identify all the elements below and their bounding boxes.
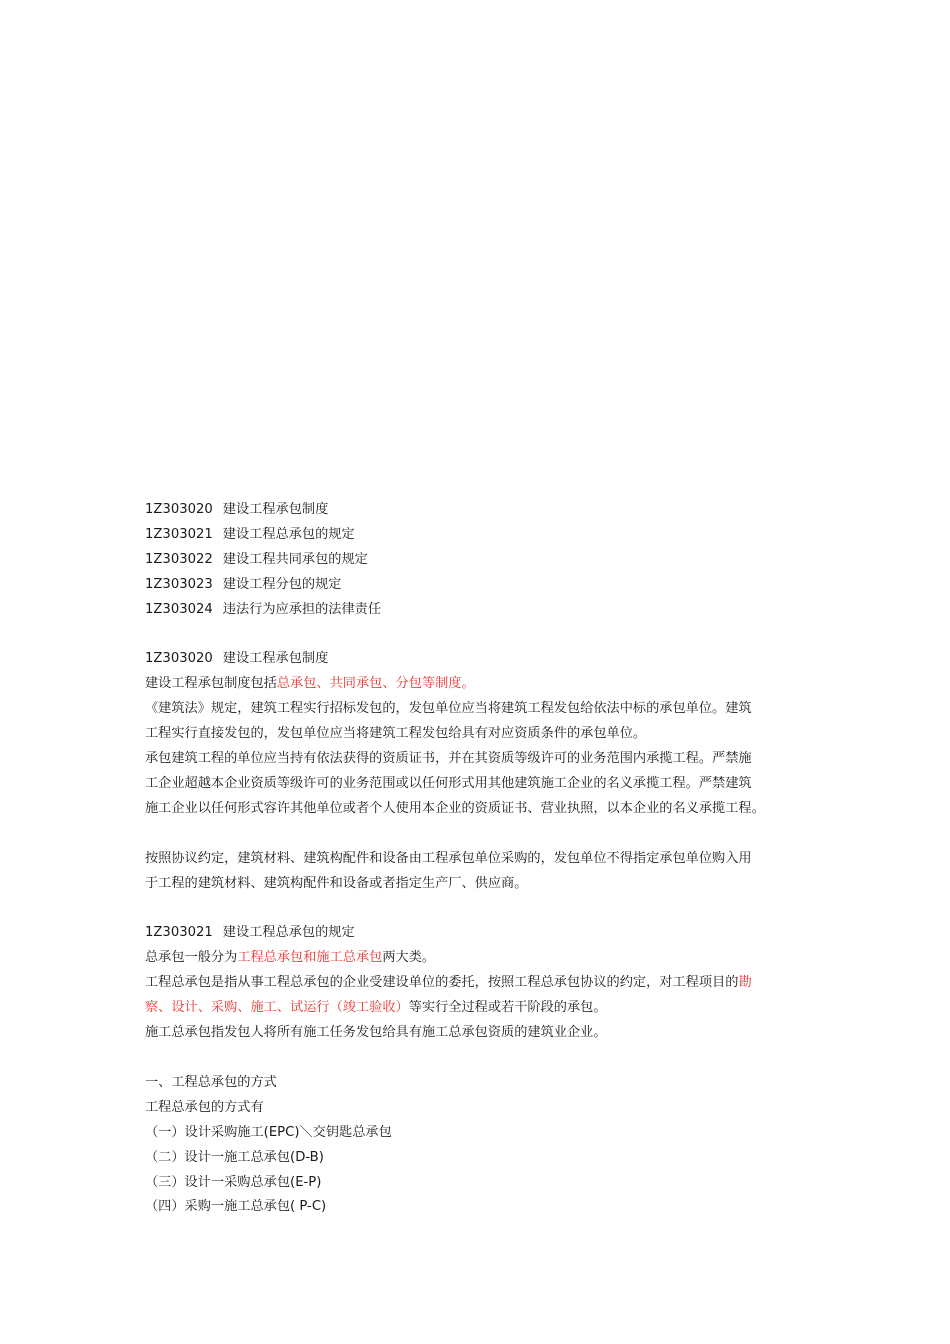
section-heading: [145, 647, 825, 672]
document-page: [145, 498, 825, 1220]
toc-item-title: 建设工程共同承包的规定: [222, 551, 368, 567]
spacer: [145, 897, 825, 922]
paragraph-line: [145, 996, 825, 1021]
section-title: 建设工程总承包的规定: [222, 925, 355, 941]
toc-item-code: 1Z303023: [145, 576, 213, 592]
paragraph-line: 工企业超越本企业资质等级许可的业务范围或以任何形式用其他建筑施工企业的名义承揽工程。严禁建筑: [145, 775, 752, 791]
paragraph-line: 施工企业以任何形式容许其他单位或者个人使用本企业的资质证书、营业执照，以本企业的名义承揽工程。: [145, 800, 765, 816]
toc-item-title: 建设工程承包制度: [222, 502, 329, 517]
spacer: [145, 1046, 825, 1071]
section-heading: [145, 921, 825, 946]
highlight-text: 工程总承包和施工总承包: [237, 950, 383, 966]
text: 工程总承包是指从事工程总承包的企业受建设单位的委托，按照工程总承包协议的约定，对工程项目的: [145, 975, 739, 991]
paragraph-line: 于工程的建筑材料、建筑构配件和设备或者指定生产厂、供应商。: [145, 875, 528, 891]
intro-text: 建设工程承包制度包括: [145, 676, 277, 692]
paragraph-line: 施工总承包指发包人将所有施工任务发包给具有施工总承包资质的建筑业企业。: [145, 1025, 607, 1041]
text: 等实行全过程或若干阶段的承包。: [408, 1000, 607, 1016]
spacer: [145, 822, 825, 847]
toc-item-title: 建设工程总承包的规定: [222, 526, 355, 542]
paragraph-line: [145, 946, 825, 971]
paragraph-line: 工程实行直接发包的，发包单位应当将建筑工程发包给具有对应资质条件的承包单位。: [145, 726, 647, 742]
toc-item: [145, 523, 825, 548]
section-code: 1Z303021: [145, 925, 213, 941]
text: 总承包一般分为: [145, 950, 238, 966]
paragraph-line: 按照协议约定，建筑材料、建筑构配件和设备由工程承包单位采购的，发包单位不得指定承包单位购入用: [145, 850, 752, 866]
paragraph-line: 承包建筑工程的单位应当持有依法获得的资质证书，并在其资质等级许可的业务范围内承揽工程。严禁施: [145, 751, 752, 767]
list-item: （四）采购一施工总承包( P-C): [145, 1199, 327, 1215]
section-code: 1Z303020: [145, 651, 213, 667]
toc-item-code: 1Z303021: [145, 526, 213, 542]
list-item: （一）设计采购施工(EPC)＼交钥匙总承包: [145, 1124, 392, 1140]
paragraph-line: 《建筑法》规定，建筑工程实行招标发包的，发包单位应当将建筑工程发包给依法中标的承包单位。建筑: [145, 701, 752, 717]
toc-list: [145, 498, 825, 623]
toc-item-code: 1Z303024: [145, 601, 213, 617]
toc-item-code: 1Z303022: [145, 551, 213, 567]
list-item: （二）设计一施工总承包(D-B): [145, 1149, 324, 1165]
section-contracting-system: [145, 647, 825, 896]
toc-item: [145, 548, 825, 573]
toc-item-title: 违法行为应承担的法律责任: [222, 601, 382, 617]
toc-item: [145, 573, 825, 598]
section-title: 建设工程承包制度: [222, 651, 329, 667]
toc-item: [145, 498, 825, 523]
toc-item-title: 建设工程分包的规定: [222, 576, 342, 592]
paragraph-line: [145, 971, 825, 996]
highlight-text: 察、设计、采购、施工、试运行（竣工验收）: [145, 1000, 409, 1016]
list-item: （三）设计一采购总承包(E-P): [145, 1174, 322, 1190]
toc-item-code: 1Z303020: [145, 502, 213, 517]
highlight-text: 总承包、共同承包、分包等制度。: [276, 676, 475, 692]
text: 两大类。: [382, 950, 436, 966]
subsection-intro: 工程总承包的方式有: [145, 1099, 264, 1115]
intro-line: [145, 672, 825, 697]
subsection-heading: 一、工程总承包的方式: [145, 1074, 277, 1090]
spacer: [145, 623, 825, 648]
toc-item: [145, 598, 825, 623]
section-contracting-methods: [145, 1071, 825, 1220]
highlight-text: 勘: [738, 975, 752, 991]
section-general-contracting: [145, 921, 825, 1046]
